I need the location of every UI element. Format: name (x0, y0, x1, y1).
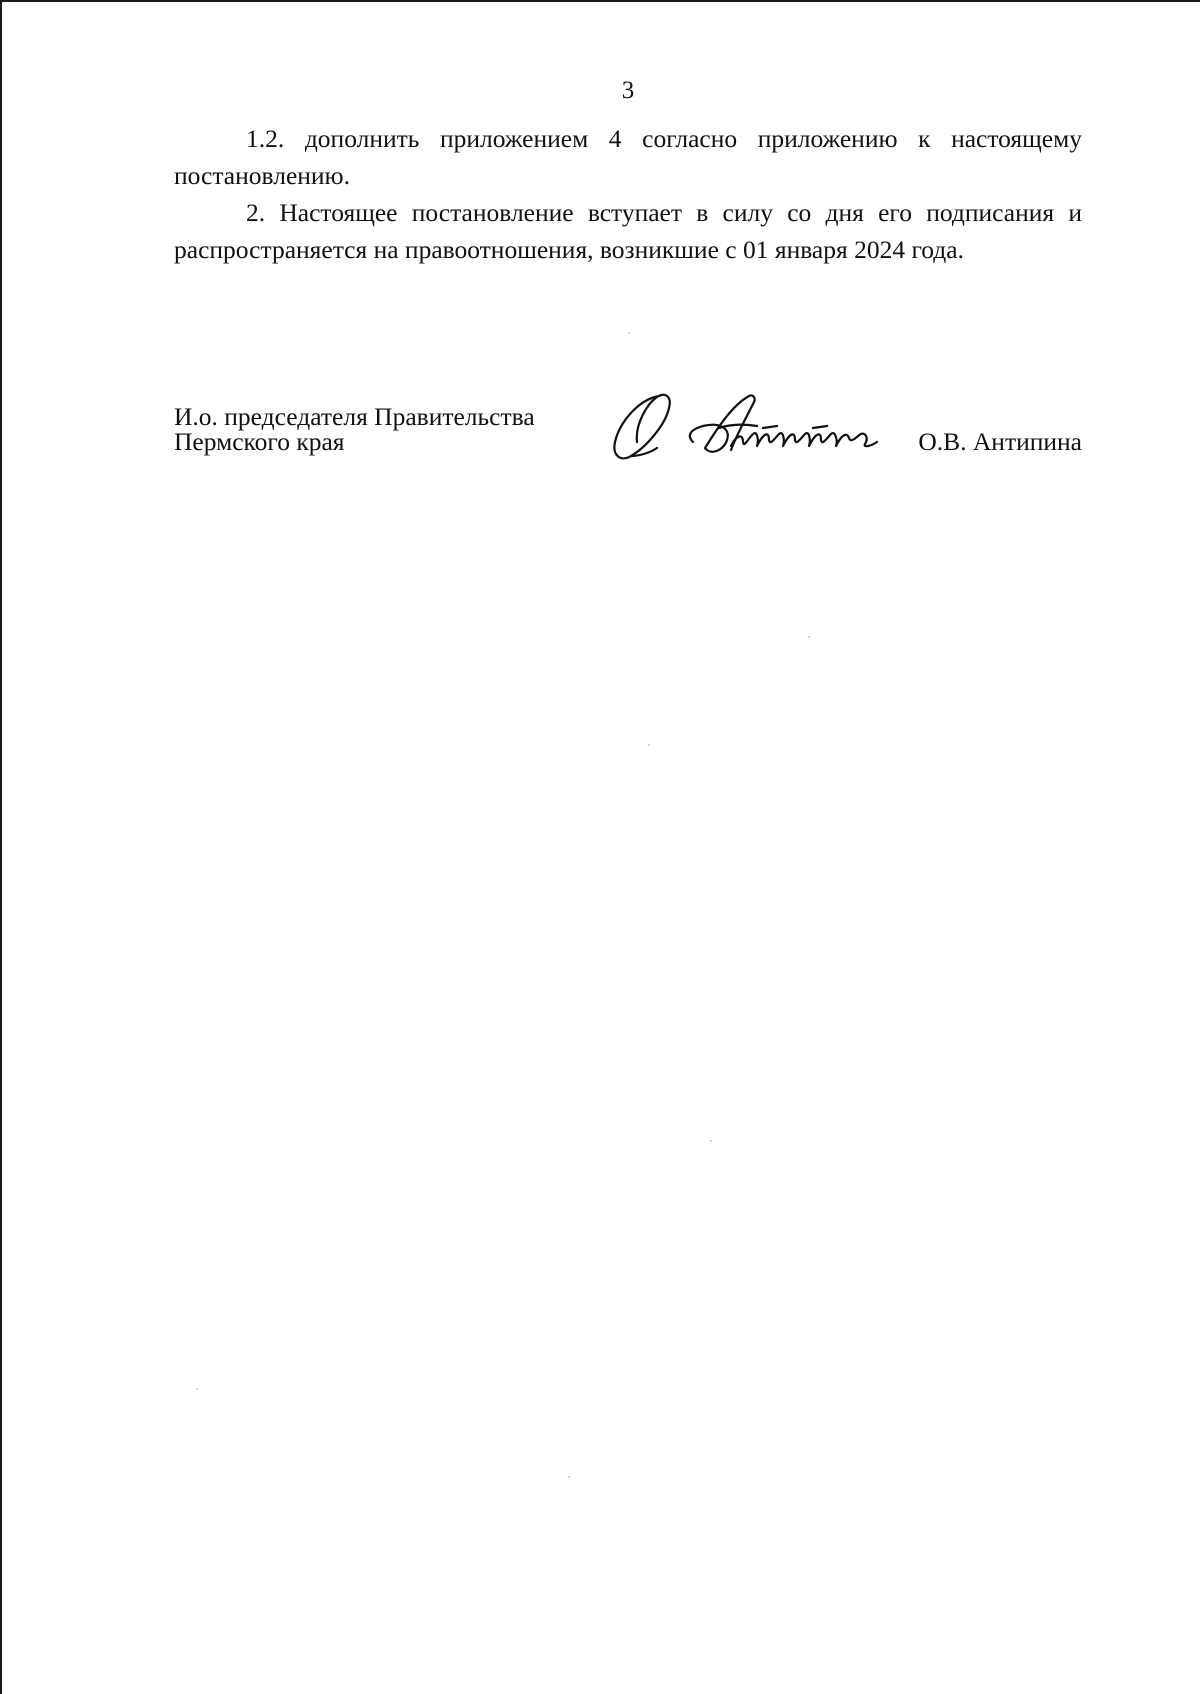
signer-title (174, 404, 535, 454)
scan-speck (628, 332, 630, 334)
scan-speck (568, 1476, 570, 1478)
handwritten-signature (607, 390, 897, 464)
scan-speck (196, 1388, 198, 1390)
signer-title-line-1: И.о. председателя Правительства (174, 402, 535, 431)
scan-speck (808, 636, 810, 638)
signer-title-line-2: Пермского края (174, 427, 345, 456)
signer-name: О.В. Антипина (918, 427, 1082, 456)
signature-block (174, 404, 1082, 474)
scan-speck (710, 1140, 712, 1142)
scan-speck (648, 744, 650, 746)
paragraph-1-2: 1.2. дополнить приложением 4 согласно приложению к настоящему постановлению. (174, 124, 1082, 190)
paragraph-2: 2. Настоящее постановление вступает в силу со дня его подписания и распространяется на правоотношения, возникшие с 01 января 2024 года. (174, 198, 1082, 264)
document-body (174, 120, 1082, 268)
page-number: 3 (621, 77, 635, 104)
